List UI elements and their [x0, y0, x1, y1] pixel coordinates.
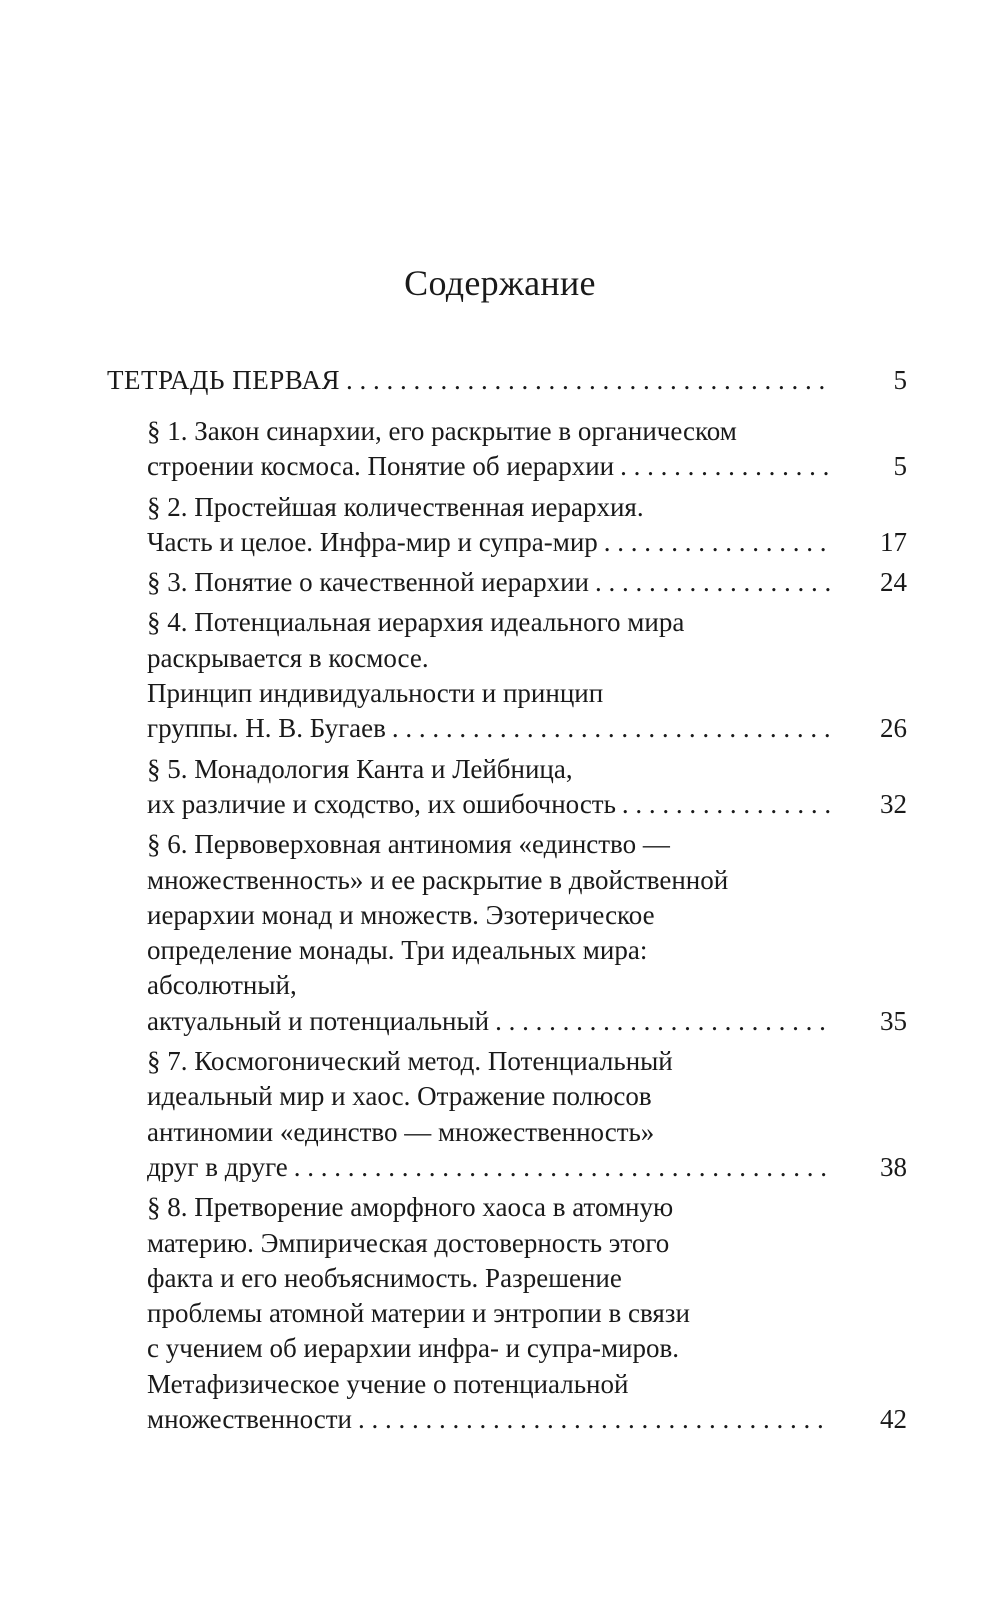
toc-entry-line: § 6. Первоверховная антиномия «единство —: [147, 829, 670, 860]
toc-entry-line: иерархии монад и множеств. Эзотерическое: [147, 899, 655, 930]
dot-leader: [495, 1004, 831, 1039]
page-number: 26: [880, 713, 907, 744]
toc-entry-line: § 5. Монадология Канта и Лейбница,: [147, 753, 573, 784]
dot-leader: [595, 565, 831, 600]
toc-entry-line: друг в друге: [147, 1151, 288, 1182]
toc-entry-final-line: [147, 1402, 907, 1437]
dot-leader: [358, 1402, 831, 1437]
table-of-contents: [107, 362, 907, 1442]
page-number: 35: [880, 1005, 907, 1036]
toc-entry-line: группы. Н. В. Бугаев: [147, 713, 386, 744]
dot-leader: [392, 711, 831, 746]
toc-entry-line: § 4. Потенциальная иерархия идеального мира: [147, 607, 685, 638]
toc-entry-final-line: [147, 565, 907, 600]
toc-entry-line: с учением об иерархии инфра- и супра-миров.: [147, 1333, 679, 1364]
toc-entry-line: их различие и сходство, их ошибочность: [147, 788, 616, 819]
toc-entry-line: Метафизическое учение о потенциальной: [147, 1368, 629, 1399]
toc-section-heading: [107, 362, 907, 398]
toc-entry-final-line: [147, 787, 907, 822]
toc-entry-line: § 3. Понятие о качественной иерархии: [147, 567, 589, 598]
toc-entry-line: материю. Эмпирическая достоверность этого: [147, 1227, 670, 1258]
page-number: 42: [880, 1404, 907, 1435]
toc-entry-line: факта и его необъяснимость. Разрешение: [147, 1262, 622, 1293]
toc-entry-line: абсолютный,: [147, 970, 297, 1001]
toc-entry: [107, 565, 907, 600]
toc-entry-line: актуальный и потенциальный: [147, 1005, 490, 1036]
toc-entry: [107, 752, 907, 823]
page-number: 32: [880, 788, 907, 819]
toc-entry: [107, 827, 907, 1039]
toc-entry-line: проблемы атомной материи и энтропии в связи: [147, 1298, 690, 1329]
toc-entry-line: определение монады. Три идеальных мира:: [147, 935, 648, 966]
toc-entry-line: Принцип индивидуальности и принцип: [147, 678, 604, 709]
toc-entry-line: Часть и целое. Инфра-мир и супра-мир: [147, 526, 598, 557]
toc-entry-line: § 1. Закон синархии, его раскрытие в органическом: [147, 416, 737, 446]
toc-entry-line: § 7. Космогонический метод. Потенциальный: [147, 1046, 673, 1077]
dot-leader: [622, 787, 831, 822]
toc-entry-final-line: [147, 711, 907, 746]
toc-entry-final-line: [147, 449, 907, 484]
toc-entry: [107, 1190, 907, 1437]
dot-leader: [604, 525, 831, 560]
toc-entry-line: раскрывается в космосе.: [147, 642, 429, 673]
toc-entries: [107, 414, 907, 1437]
toc-entry-line: строении космоса. Понятие об иерархии: [147, 451, 615, 482]
toc-entry: [107, 605, 907, 746]
page-number: 17: [880, 526, 907, 557]
toc-entry: [107, 1044, 907, 1185]
page-title: Содержание: [404, 263, 596, 303]
toc-entry-final-line: [147, 525, 907, 560]
toc-entry-final-line: [147, 1004, 907, 1039]
toc-entry-line: § 8. Претворение аморфного хаоса в атомную: [147, 1192, 674, 1223]
toc-entry-final-line: [147, 1150, 907, 1185]
page-number: 38: [880, 1151, 907, 1182]
dot-leader: [620, 449, 831, 484]
page-number: 5: [893, 451, 907, 482]
dot-leader: [294, 1150, 831, 1185]
dot-leader: [346, 362, 831, 398]
page-number: 5: [893, 365, 907, 395]
toc-entry-line: множественности: [147, 1404, 352, 1435]
toc-entry-line: антиномии «единство — множественность»: [147, 1116, 655, 1147]
page-number: 24: [880, 567, 907, 598]
toc-entry: [107, 490, 907, 561]
toc-entry-line: § 2. Простейшая количественная иерархия.: [147, 491, 644, 522]
toc-entry: [107, 414, 907, 485]
section-label: ТЕТРАДЬ ПЕРВАЯ: [107, 365, 341, 395]
toc-entry-line: множественность» и ее раскрытие в двойственной: [147, 864, 729, 895]
toc-entry-line: идеальный мир и хаос. Отражение полюсов: [147, 1081, 652, 1112]
